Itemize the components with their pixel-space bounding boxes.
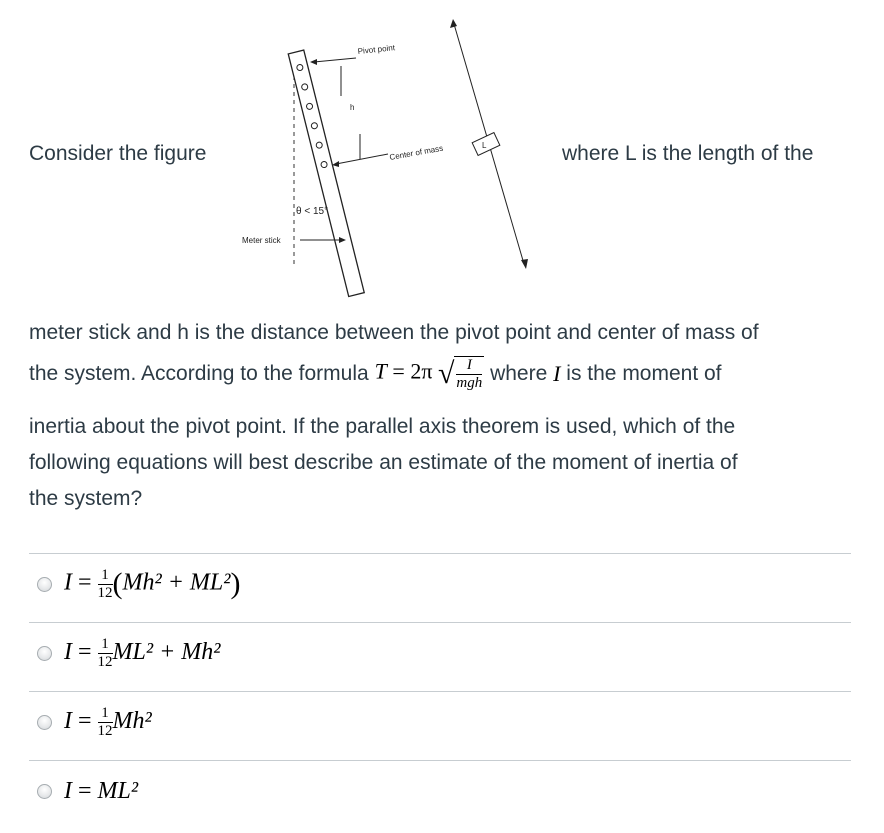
com-arrow: [336, 154, 388, 164]
question-intro-left: Consider the figure: [29, 142, 207, 165]
question-line-5: the system?: [29, 487, 143, 510]
sqrt-radicand: [454, 356, 484, 391]
answer-3-equation: [64, 706, 152, 739]
answer-lhs: I: [64, 638, 72, 665]
com-label: Center of mass: [388, 143, 444, 162]
meter-stick-label: Meter stick: [242, 236, 281, 245]
answer-fraction-numerator: 1: [98, 706, 113, 723]
L-label: L: [482, 141, 487, 150]
sqrt-icon: √: [437, 356, 455, 390]
close-paren: ): [230, 567, 241, 600]
theta-label: θ < 15°: [296, 206, 329, 217]
inertia-variable: I: [553, 360, 561, 386]
answer-equals: =: [72, 638, 98, 665]
answer-expression: Mh² + ML²: [122, 569, 231, 596]
open-paren: (: [112, 567, 123, 600]
answer-equals: =: [72, 777, 98, 804]
radio-button-icon[interactable]: [37, 715, 52, 730]
answer-fraction-denominator: 12: [97, 584, 113, 601]
answer-1-equation: [64, 567, 240, 601]
answer-lhs: I: [64, 707, 72, 734]
radio-button-icon[interactable]: [37, 784, 52, 799]
meter-stick: [288, 50, 364, 296]
period-formula: [375, 356, 485, 391]
question-intro-right: where L is the length of the: [562, 142, 814, 165]
answer-fraction-denominator: 12: [97, 653, 113, 670]
formula-equals: = 2π: [386, 358, 433, 384]
answer-lhs: I: [64, 777, 72, 804]
answer-option-3[interactable]: [29, 692, 851, 752]
answer-expression: ML²: [97, 777, 139, 804]
pendulum-figure: [238, 14, 538, 314]
answer-4-equation: [64, 778, 138, 805]
answer-fraction-denominator: 12: [97, 722, 113, 739]
answer-equals: =: [72, 707, 98, 734]
question-line-2: [29, 356, 722, 391]
answer-option-1[interactable]: [29, 554, 851, 614]
radio-button-icon[interactable]: [37, 646, 52, 661]
answer-option-4[interactable]: [29, 761, 851, 821]
pivot-label: Pivot point: [357, 43, 396, 56]
question-line-1: meter stick and h is the distance between the pivot point and center of mass of: [29, 321, 759, 344]
answer-fraction-numerator: 1: [98, 568, 113, 585]
pivot-arrow: [314, 58, 356, 62]
answer-2-equation: [64, 637, 220, 670]
answer-fraction-numerator: 1: [98, 637, 113, 654]
h-label: h: [350, 103, 355, 112]
formula-T: T: [374, 358, 387, 384]
answer-lhs: I: [64, 569, 72, 596]
question-line-2-mid: where: [484, 361, 554, 385]
radio-button-icon[interactable]: [37, 577, 52, 592]
answer-expression: ML² + Mh²: [112, 638, 221, 665]
formula-denominator: mgh: [456, 375, 483, 391]
question-line-4: following equations will best describe an estimate of the moment of inertia of: [29, 451, 738, 474]
answer-equals: =: [72, 569, 98, 596]
formula-numerator: I: [456, 358, 482, 375]
question-line-3: inertia about the pivot point. If the parallel axis theorem is used, which of the: [29, 415, 736, 438]
question-line-2-end: is the moment of: [560, 361, 722, 385]
answer-option-2[interactable]: [29, 623, 851, 683]
question-line-2-start: the system. According to the formula: [29, 361, 369, 385]
answer-expression: Mh²: [112, 707, 152, 734]
